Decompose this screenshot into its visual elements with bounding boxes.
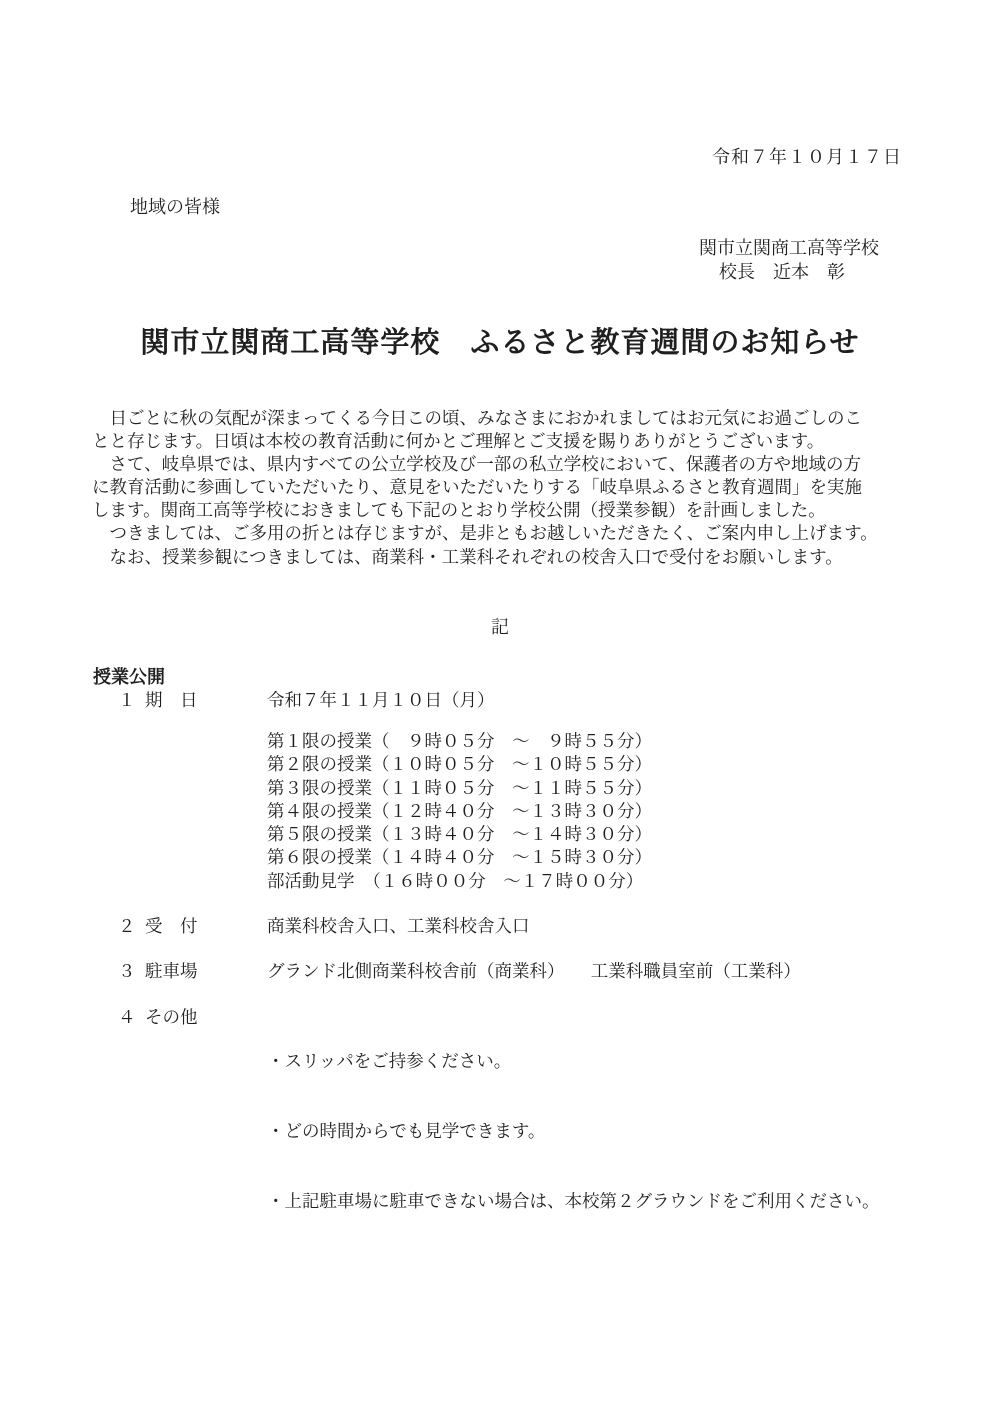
item-content: 令和７年１１月１０日（月） bbox=[267, 690, 495, 710]
body-line: に教育活動に参画していただいたり、意見をいただいたりする「岐阜県ふるさと教育週間」を実施 bbox=[92, 477, 862, 498]
addressee: 地域の皆様 bbox=[130, 197, 220, 217]
item-label: その他 bbox=[145, 1007, 198, 1027]
body-line: します。関商工高等学校におきましても下記のとおり学校公開（授業参観）を計画しました。 bbox=[92, 500, 826, 521]
body-line: とと存じます。日頃は本校の教育活動に何かとご理解とご支援を賜りありがとうございます。 bbox=[92, 431, 825, 452]
schedule-line: 第３限の授業（１１時０５分 ～１１時５５分） bbox=[267, 777, 652, 798]
sender-principal: 校長 近本 彰 bbox=[719, 262, 845, 282]
bullet-line: ・スリッパをご持参ください。 bbox=[267, 1051, 512, 1072]
sender-block bbox=[699, 236, 879, 284]
document-date: 令和７年１０月１７日 bbox=[712, 147, 902, 167]
item-reception bbox=[118, 913, 530, 938]
record-mark: 記 bbox=[491, 617, 509, 637]
item-number: ３ bbox=[118, 961, 136, 981]
item-content bbox=[267, 1004, 880, 1259]
document-title: 関市立関商工高等学校 ふるさと教育週間のお知らせ bbox=[140, 327, 860, 359]
schedule-line: 部活動見学 （１６時００分 ～１７時００分） bbox=[267, 870, 644, 891]
schedule-line: 第４限の授業（１２時４０分 ～１３時３０分） bbox=[267, 800, 652, 821]
schedule-line: 第６限の授業（１４時４０分 ～１５時３０分） bbox=[267, 847, 652, 868]
body-line: つきましては、ご多用の折とは存じますが、是非ともお越しいただきたく、ご案内申し上げます。 bbox=[92, 523, 878, 544]
bullet-line: ・どの時間からでも見学できます。 bbox=[267, 1121, 546, 1142]
schedule-line: 第２限の授業（１０時０５分 ～１０時５５分） bbox=[267, 754, 652, 775]
item-other bbox=[118, 1004, 880, 1259]
item-content: 商業科校舎入口、工業科校舎入口 bbox=[267, 916, 530, 936]
schedule-line: 第５限の授業（１３時４０分 ～１４時３０分） bbox=[267, 824, 652, 845]
item-label: 受 付 bbox=[145, 916, 198, 936]
item-number: ２ bbox=[118, 916, 136, 936]
bullet-line: ・上記駐車場に駐車できない場合は、本校第２グラウンドをご利用ください。 bbox=[267, 1190, 880, 1211]
item-label: 期 日 bbox=[145, 690, 198, 710]
item-number: ４ bbox=[118, 1007, 136, 1027]
sender-school-name: 関市立関商工高等学校 bbox=[699, 238, 879, 258]
body-paragraphs bbox=[92, 407, 932, 569]
item-content: グランド北側商業科校舎前（商業科） 工業科職員室前（工業科） bbox=[267, 961, 801, 981]
schedule-line: 第１限の授業（ ９時０５分 ～ ９時５５分） bbox=[267, 731, 652, 751]
body-line: なお、授業参観につきましては、商業科・工業科それぞれの校舎入口で受付をお願いします。 bbox=[92, 546, 843, 567]
item-number: １ bbox=[118, 690, 136, 710]
item-parking bbox=[118, 958, 801, 983]
section-heading: 授業公開 bbox=[93, 667, 165, 687]
body-line: さて、岐阜県では、県内すべての公立学校及び一部の私立学校において、保護者の方や地域の方 bbox=[92, 454, 861, 475]
body-line: 日ごとに秋の気配が深まってくる今日この頃、みなさまにおかれましてはお元気にお過ごしのこ bbox=[92, 408, 862, 428]
item-label: 駐車場 bbox=[145, 961, 198, 981]
class-schedule-list bbox=[267, 730, 652, 893]
item-date bbox=[118, 687, 495, 712]
